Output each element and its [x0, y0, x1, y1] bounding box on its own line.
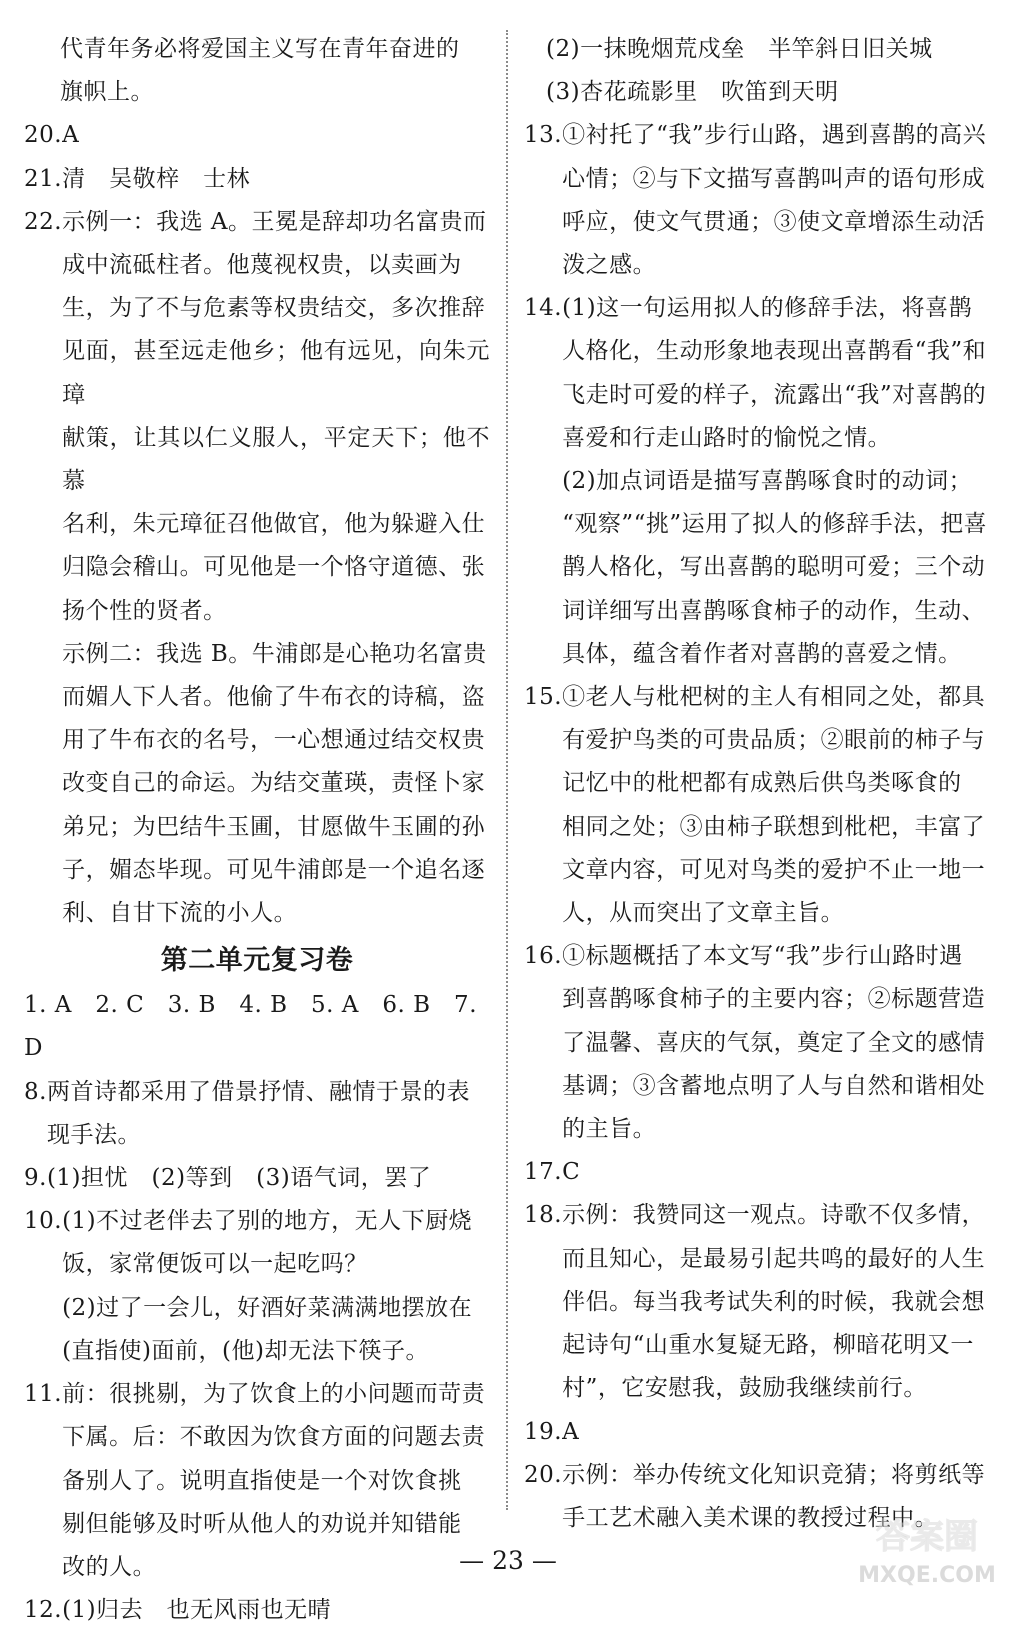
- page-number: — 23 —: [459, 1546, 557, 1575]
- text-line: 泼之感。: [562, 252, 657, 279]
- text-line: 而且知心，是最易引起共鸣的最好的人生: [562, 1245, 986, 1272]
- text-line: 改变自己的命运。为结交董瑛，责怪卜家: [62, 770, 486, 797]
- text-line: 呼应，使文气贯通；③使文章增添生动活: [562, 208, 986, 235]
- answer-text: A: [562, 1418, 580, 1445]
- text-line: 心情；②与下文描写喜鹊叫声的语句形成: [562, 165, 986, 192]
- text-line: 旗帜上。: [60, 79, 154, 106]
- text-line: 手工艺术融入美术课的教授过程中。: [562, 1504, 939, 1531]
- text-line: 示例二：我选 B。牛浦郎是心艳功名富贵: [62, 640, 487, 667]
- answer-20: [24, 114, 490, 157]
- text-line: 两首诗都采用了借景抒情、融情于景的表: [46, 1078, 470, 1105]
- text-line: ①衬托了“我”步行山路，遇到喜鹊的高兴: [562, 122, 987, 149]
- text-line: 生，为了不与危素等权贵结交，多次推辞: [62, 295, 486, 322]
- text-line: ①老人与枇杷树的主人有相同之处，都具: [562, 684, 986, 711]
- answer-8: [24, 1071, 490, 1157]
- answer-body: [47, 1071, 490, 1157]
- answer-9: [24, 1157, 490, 1200]
- text-line: (2)过了一会儿，好酒好菜满满地摆放在: [62, 1294, 473, 1321]
- answer-text: (1)归去 也无风雨也无晴: [62, 1597, 332, 1624]
- text-line: 下属。后：不敢因为饮食方面的问题去责: [62, 1424, 486, 1451]
- text-line: (直指使)面前，(他)却无法下筷子。: [62, 1337, 429, 1364]
- text-line: (1)不过老伴去了别的地方，无人下厨烧: [62, 1208, 473, 1235]
- question-number: 20.: [24, 122, 63, 149]
- answer-body: [62, 1200, 490, 1373]
- text-line: 前：很挑剔，为了饮食上的小问题而苛责: [62, 1381, 486, 1408]
- q19-continuation: [24, 28, 490, 114]
- q12-continuation: [524, 28, 994, 114]
- text-line: 示例一：我选 A。王冕是辞却功名富贵而: [62, 208, 487, 235]
- section-title: 第二单元复习卷: [160, 945, 354, 977]
- question-number: 16.: [524, 943, 563, 970]
- text-line: 有爱护鸟类的可贵品质；②眼前的柿子与: [562, 727, 986, 754]
- answer-12: [24, 1589, 490, 1632]
- answer-16: [524, 935, 994, 1151]
- question-number: 9.: [24, 1165, 47, 1192]
- answers-1-7: 1. A 2. C 3. B 4. B 5. A 6. B 7. D: [24, 992, 477, 1062]
- watermark-logo: [852, 1508, 1002, 1592]
- question-number: 21.: [24, 165, 63, 192]
- text-line: 代青年务必将爱国主义写在青年奋进的: [60, 36, 460, 62]
- text-line: 示例：我赞同这一观点。诗歌不仅多情，: [562, 1202, 986, 1229]
- answer-22: [24, 201, 490, 935]
- answer-body: [562, 676, 994, 935]
- answer-21: [24, 158, 490, 201]
- text-line: 人，从而突出了文章主旨。: [562, 900, 845, 927]
- question-number: 14.: [524, 295, 563, 322]
- text-line: 用了牛布衣的名号，一心想通过结交权贵: [62, 727, 486, 754]
- text-line: 起诗句“山重水复疑无路，柳暗花明又一: [562, 1332, 974, 1359]
- answer-body: [62, 201, 490, 935]
- answer-14: [524, 287, 994, 676]
- question-number: 8.: [24, 1078, 47, 1105]
- question-number: 20.: [524, 1461, 563, 1488]
- answer-body: [562, 1194, 994, 1410]
- question-number: 12.: [24, 1597, 63, 1624]
- text-line: 归隐会稽山。可见他是一个恪守道德、张: [62, 554, 486, 581]
- text-line: 人格化，生动形象地表现出喜鹊看“我”和: [562, 338, 987, 365]
- text-line: 子，媚态毕现。可见牛浦郎是一个追名逐: [62, 856, 486, 883]
- answer-body: [562, 114, 994, 287]
- text-line: (2)一抹晚烟荒戍垒 半竿斜日旧关城: [546, 36, 933, 62]
- text-line: 到喜鹊啄食柿子的主要内容；②标题营造: [562, 986, 986, 1013]
- text-line: “观察”“挑”运用了拟人的修辞手法，把喜: [562, 511, 988, 538]
- answer-body: [562, 935, 994, 1151]
- text-line: 具体，蕴含着作者对喜鹊的喜爱之情。: [562, 640, 962, 667]
- text-line: 扬个性的贤者。: [62, 597, 227, 624]
- watermark-text: 答案圈: [876, 1517, 978, 1557]
- text-line: 改的人。: [62, 1553, 157, 1580]
- question-number: 18.: [524, 1202, 563, 1229]
- text-line: 见面，甚至远走他乡；他有远见，向朱元璋: [62, 338, 490, 408]
- right-column: [524, 28, 994, 1540]
- text-line: 成中流砥柱者。他蔑视权贵，以卖画为: [62, 252, 462, 279]
- text-line: ①标题概括了本文写“我”步行山路时遇: [562, 943, 963, 970]
- question-number: 15.: [524, 684, 563, 711]
- text-line: 献策，让其以仁义服人，平定天下；他不慕: [62, 424, 490, 495]
- text-line: (3)杏花疏影里 吹笛到天明: [546, 79, 839, 106]
- column-divider: [506, 30, 508, 1510]
- text-line: 文章内容，可见对鸟类的爱护不止一地一: [562, 856, 986, 883]
- text-line: 示例：举办传统文化知识竞猜；将剪纸等: [562, 1461, 986, 1488]
- text-line: 词详细写出喜鹊啄食柿子的动作，生动、: [562, 597, 986, 624]
- text-line: 村”，它安慰我，鼓励我继续前行。: [562, 1375, 927, 1402]
- answer-17: [524, 1151, 994, 1194]
- answer-text: A: [62, 122, 80, 149]
- text-line: (1)这一句运用拟人的修辞手法，将喜鹊: [562, 295, 973, 322]
- watermark-domain: MXQE.COM: [858, 1563, 996, 1588]
- text-line: 利、自甘下流的小人。: [62, 900, 298, 927]
- text-line: 伴侣。每当我考试失利的时候，我就会想: [562, 1288, 986, 1315]
- question-number: 17.: [524, 1159, 563, 1186]
- answer-body: [562, 287, 994, 676]
- answer-18: [524, 1194, 994, 1410]
- text-line: 鹊人格化，写出喜鹊的聪明可爱；三个动: [562, 554, 986, 581]
- question-number: 13.: [524, 122, 563, 149]
- answer-19: [524, 1411, 994, 1454]
- text-line: (2)加点词语是描写喜鹊啄食时的动词；: [562, 468, 973, 495]
- question-number: 10.: [24, 1208, 63, 1235]
- text-line: 现手法。: [46, 1121, 141, 1148]
- left-column: [24, 28, 490, 1632]
- text-line: 相同之处；③由柿子联想到枇杷，丰富了: [562, 813, 986, 840]
- answer-text: C: [562, 1159, 581, 1186]
- answer-13: [524, 114, 994, 287]
- text-line: 了温馨、喜庆的气氛，奠定了全文的感情: [562, 1029, 986, 1056]
- answer-10: [24, 1200, 490, 1373]
- text-line: 弟兄；为巴结牛玉圃，甘愿做牛玉圃的孙: [62, 813, 486, 840]
- question-number: 22.: [24, 208, 63, 235]
- text-line: 名利，朱元璋征召他做官，他为躲避入仕: [62, 511, 486, 538]
- text-line: 而媚人下人者。他偷了牛布衣的诗稿，盗: [62, 684, 486, 711]
- text-line: 饭，家常便饭可以一起吃吗？: [62, 1251, 368, 1278]
- answer-text: (1)担忧 (2)等到 (3)语气词，罢了: [46, 1165, 432, 1192]
- answer-text: 清 吴敬梓 士林: [62, 165, 251, 192]
- text-line: 记忆中的枇杷都有成熟后供鸟类啄食的: [562, 770, 962, 797]
- text-line: 飞走时可爱的样子，流露出“我”对喜鹊的: [562, 381, 987, 408]
- question-number: 11.: [24, 1381, 63, 1408]
- text-line: 剔但能够及时听从他人的劝说并知错能: [62, 1510, 462, 1537]
- text-line: 基调；③含蓄地点明了人与自然和谐相处: [562, 1072, 986, 1099]
- text-line: 备别人了。说明直指使是一个对饮食挑: [62, 1467, 462, 1494]
- text-line: 的主旨。: [562, 1116, 657, 1143]
- answer-15: [524, 676, 994, 935]
- text-line: 喜爱和行走山路时的愉悦之情。: [562, 424, 892, 451]
- question-number: 19.: [524, 1418, 563, 1445]
